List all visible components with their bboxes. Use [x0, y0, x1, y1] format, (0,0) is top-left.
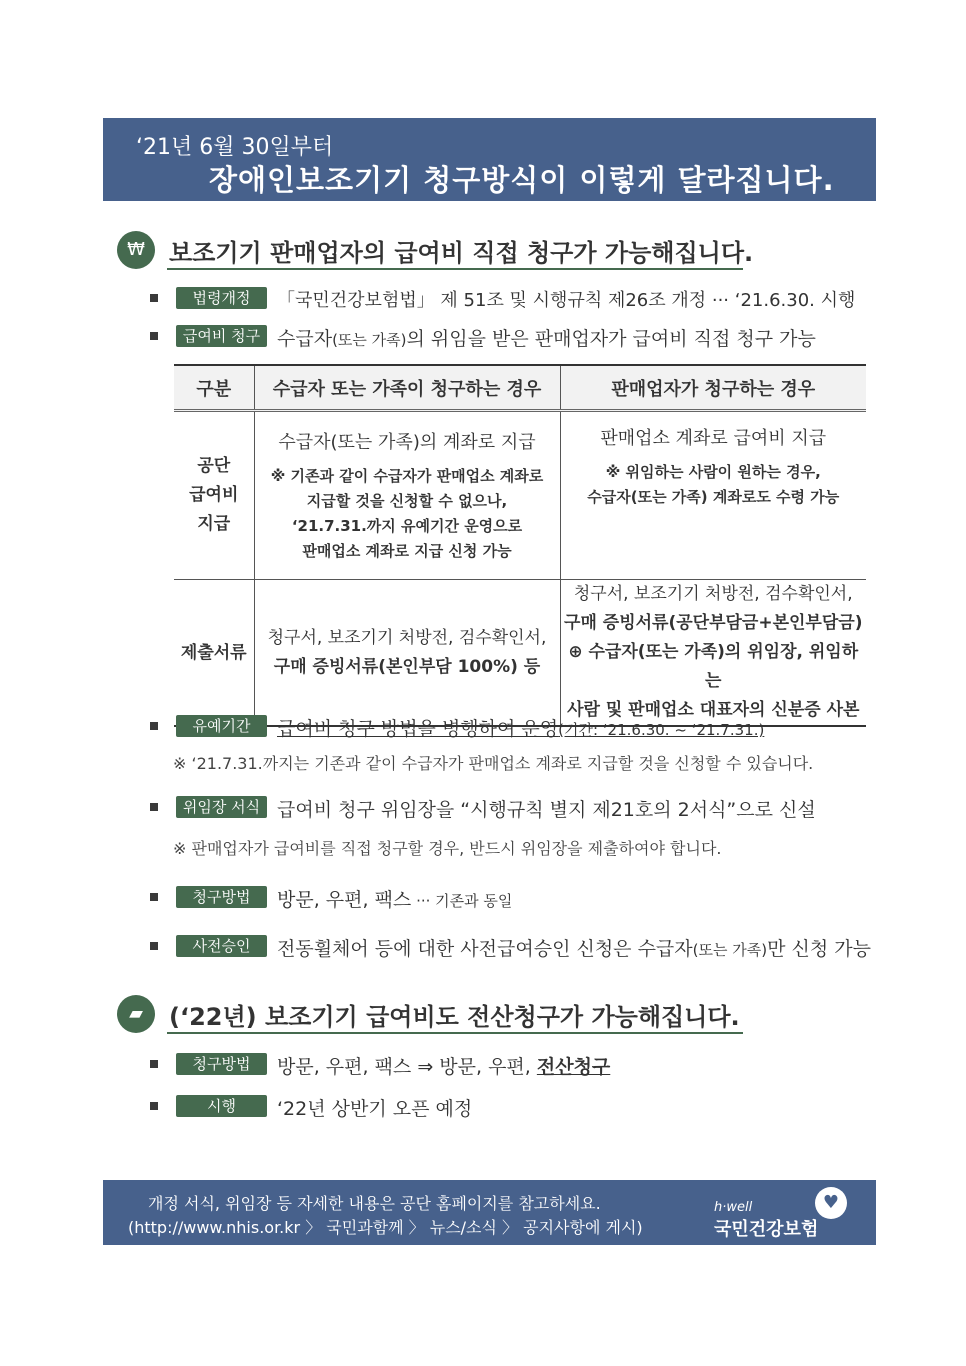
logo-text: 국민건강보험 [714, 1219, 819, 1240]
footer-line2: (http://www.nhis.or.kr 〉 국민과함께 〉 뉴스/소식 〉 공지사항에 게시) [128, 1218, 643, 1237]
logo-tagline: h·well [714, 1200, 753, 1215]
comparison-table [174, 364, 866, 727]
tag-grace: 유예기간 [176, 715, 267, 737]
bullet-icon [150, 722, 158, 730]
table-header-row [174, 365, 866, 411]
law-text: 「국민건강보험법」 제 51조 및 시행규칙 제26조 개정 ··· ‘21.6.30. 시행 [277, 290, 856, 311]
tag-claim: 급여비 청구 [176, 325, 267, 347]
tag-launch: 시행 [176, 1095, 267, 1117]
tag-form: 위임장 서식 [176, 796, 267, 818]
folder-icon: ▰ [117, 995, 155, 1033]
banner-subtitle: ‘21년 6월 30일부터 [136, 135, 334, 160]
header-banner [103, 118, 876, 201]
tag-law: 법령개정 [176, 287, 267, 309]
money-bag-icon: ₩ [117, 231, 155, 269]
bullet-icon [150, 893, 158, 901]
heart-logo-icon: ♥ [815, 1187, 847, 1219]
bullet-icon [150, 294, 158, 302]
bullet-icon [150, 803, 158, 811]
section2-title: (‘22년) 보조기기 급여비도 전산청구가 가능해집니다. [169, 1003, 740, 1031]
section1-title: 보조기기 판매업자의 급여비 직접 청구가 가능해집니다. [169, 239, 754, 267]
tag-preapproval: 사전승인 [176, 935, 267, 957]
header-category: 구분 [174, 365, 254, 411]
cell-recipient-payment: 수급자(또는 가족)의 계좌로 지급 ※ 기존과 같이 수급자가 판매업소 계좌로 지급할 것을 신청할 수 없으나, ‘21.7.31.까지 유예기간 운영으로 판매업소 계좌로 지급 신청 가능 [254, 411, 560, 580]
form-note: ※ 판매업자가 급여비를 직접 청구할 경우, 반드시 위임장을 제출하여야 합니다. [173, 839, 722, 858]
bullet-icon [150, 332, 158, 340]
cell-recipient-documents: 청구서, 보조기기 처방전, 검수확인서, 구매 증빙서류(본인부담 100%) 등 [254, 580, 560, 727]
bullet-icon [150, 1102, 158, 1110]
claim-text: 수급자(또는 가족)의 위임을 받은 판매업자가 급여비 직접 청구 가능 [277, 328, 816, 350]
grace-note: ※ ‘21.7.31.까지는 기존과 같이 수급자가 판매업소 계좌로 지급할 것을 신청할 수 있습니다. [173, 754, 814, 773]
form-text: 급여비 청구 위임장을 “시행규칙 별지 제21호의 2서식”으로 신설 [277, 799, 816, 821]
bullet-icon [150, 1060, 158, 1068]
row-label-payment: 공단 급여비 지급 [174, 411, 254, 580]
table-row [174, 580, 866, 727]
table-row [174, 411, 866, 580]
method-2022-text: 방문, 우편, 팩스 ⇒ 방문, 우편, 전산청구 [277, 1056, 611, 1078]
grace-text: 급여비 청구 방법을 병행하여 운영(기간: ‘21.6.30. ~ ‘21.7.31.) [277, 718, 765, 740]
bullet-icon [150, 942, 158, 950]
cell-seller-documents: 청구서, 보조기기 처방전, 검수확인서, 구매 증빙서류(공단부담금+본인부담금) ⊕ 수급자(또는 가족)의 위임장, 위임하는 사람 및 판매업소 대표자의 신분증 사본 [560, 580, 866, 727]
row-label-documents: 제출서류 [174, 580, 254, 727]
footer-banner [103, 1180, 876, 1245]
header-recipient: 수급자 또는 가족이 청구하는 경우 [254, 365, 560, 411]
tag-method: 청구방법 [176, 886, 267, 908]
cell-seller-payment: 판매업소 계좌로 급여비 지급 ※ 위임하는 사람이 원하는 경우, 수급자(또는 가족) 계좌로도 수령 가능 [560, 411, 866, 580]
footer-line1: 개정 서식, 위임장 등 자세한 내용은 공단 홈페이지를 참고하세요. [148, 1194, 601, 1213]
tag-method-2022: 청구방법 [176, 1053, 267, 1075]
banner-title: 장애인보조기기 청구방식이 이렇게 달라집니다. [209, 163, 835, 197]
launch-text: ‘22년 상반기 오픈 예정 [277, 1098, 473, 1120]
section2-underline [167, 1032, 743, 1034]
preapproval-text: 전동휠체어 등에 대한 사전급여승인 신청은 수급자(또는 가족)만 신청 가능 [277, 938, 871, 960]
method-text: 방문, 우편, 팩스 ··· 기존과 동일 [277, 889, 513, 911]
header-seller: 판매업자가 청구하는 경우 [560, 365, 866, 411]
section1-underline [167, 268, 743, 270]
